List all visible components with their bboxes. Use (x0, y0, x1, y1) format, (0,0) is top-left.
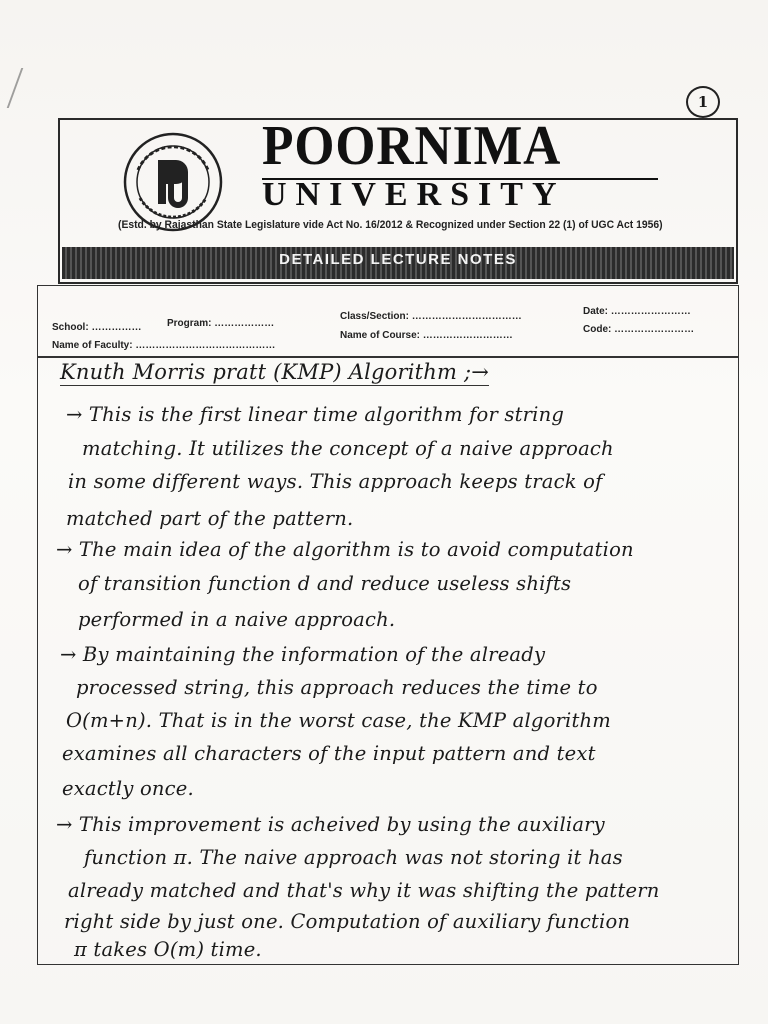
note-line: in some different ways. This approach keeps track of (68, 470, 603, 493)
note-line: matching. It utilizes the concept of a naive approach (82, 437, 614, 460)
fold-mark (0, 68, 23, 108)
note-line: right side by just one. Computation of auxiliary function (64, 910, 631, 933)
form-header-divider (38, 356, 738, 358)
note-line: → The main idea of the algorithm is to avoid computation (56, 538, 634, 561)
university-subtitle: UNIVERSITY (262, 176, 566, 213)
notes-heading: Knuth Morris pratt (KMP) Algorithm ;→ (60, 360, 490, 384)
date-field: Date: …………………… (583, 306, 691, 317)
page-number-circle (686, 86, 720, 118)
school-field: School: …………… (52, 322, 142, 333)
note-line: → By maintaining the information of the already (60, 643, 546, 666)
class-section-field: Class/Section: …………………………… (340, 311, 522, 322)
note-line: O(m+n). That is in the worst case, the KMP algorithm (66, 709, 611, 732)
note-line: function π. The naive approach was not storing it has (84, 846, 623, 869)
lecture-notes-banner (62, 247, 734, 279)
page-number: 1 (697, 93, 709, 111)
code-field: Code: …………………… (583, 324, 695, 335)
note-line: exactly once. (62, 777, 194, 800)
note-line: already matched and that's why it was shifting the pattern (68, 879, 660, 902)
establishment-note: (Estd. by Rajasthan State Legislature vide Act No. 16/2012 & Recognized under Section 22 (1) of UGC Act 1956) (118, 219, 663, 231)
program-field: Program: ……………… (167, 318, 275, 329)
faculty-field: Name of Faculty: …………………………………… (52, 340, 276, 351)
note-line: π takes O(m) time. (74, 938, 262, 961)
note-line: examines all characters of the input pattern and text (62, 742, 596, 765)
note-line: of transition function d and reduce useless shifts (78, 572, 572, 595)
note-line: → This is the first linear time algorithm for string (66, 403, 565, 426)
note-line: processed string, this approach reduces the time to (76, 676, 598, 699)
course-field: Name of Course: ……………………… (340, 330, 513, 341)
note-line: → This improvement is acheived by using the auxiliary (56, 813, 605, 836)
banner-title: DETAILED LECTURE NOTES (279, 251, 517, 268)
university-title: POORNIMA (262, 115, 562, 177)
note-line: performed in a naive approach. (78, 608, 396, 631)
note-line: matched part of the pattern. (66, 507, 354, 530)
